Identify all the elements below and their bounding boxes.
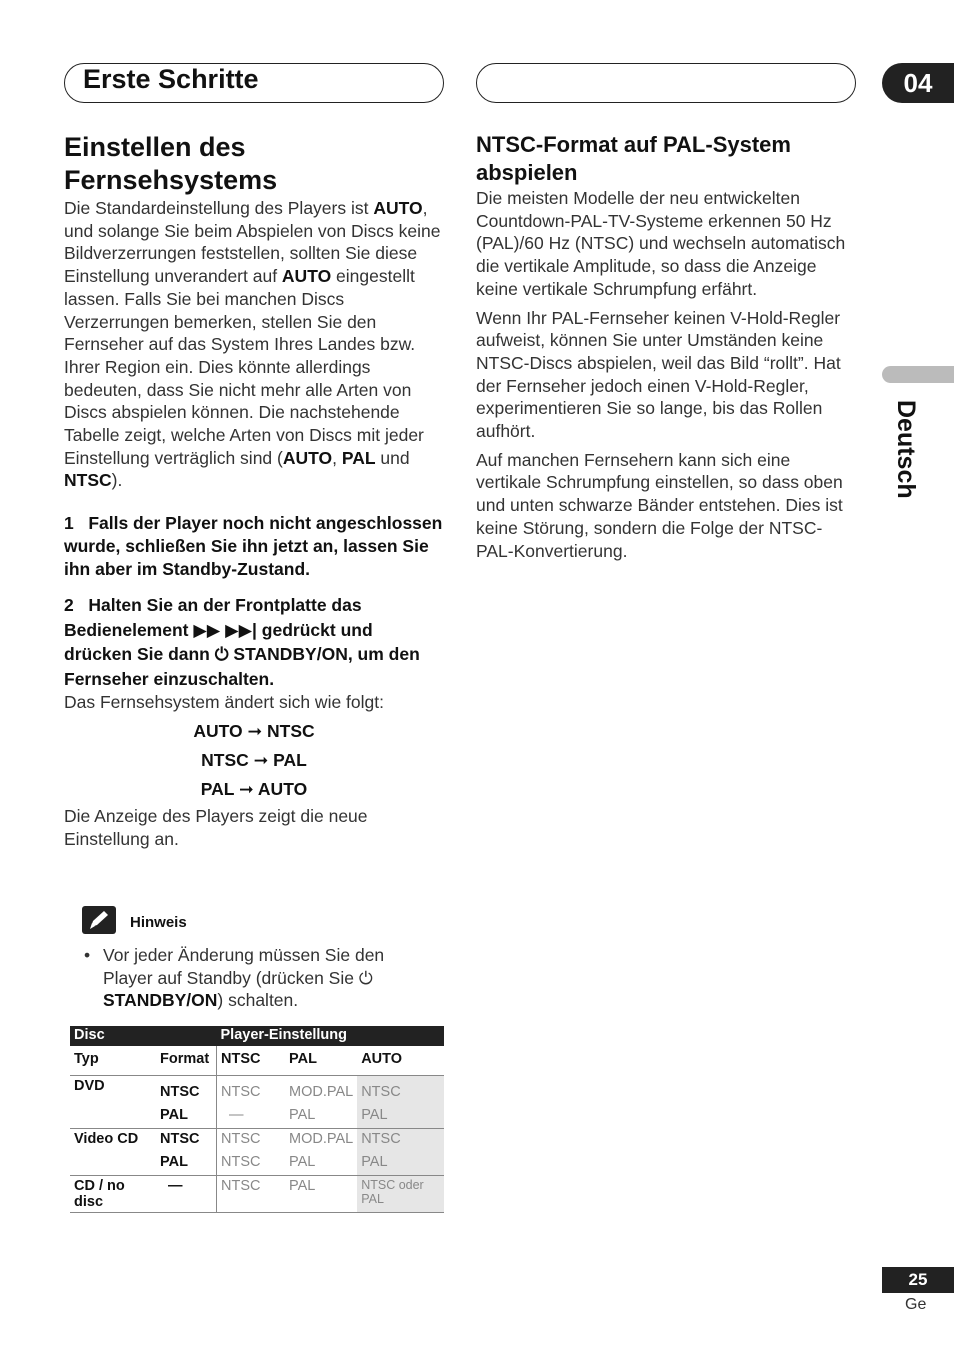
table-header-disc: Disc bbox=[70, 1026, 217, 1046]
language-tab-marker bbox=[882, 366, 954, 383]
sequence-item: PAL ➞ AUTO bbox=[200, 778, 308, 799]
table-subheader-row bbox=[70, 1046, 444, 1076]
step-2: 2 Halten Sie an der Frontplatte das Bedienelement ▶▶ ▶▶| gedrückt und drücken Sie dann ⏻ STANDBY/ON, um den Fernseher einzuschalten. bbox=[64, 595, 420, 689]
page-language-code: Ge bbox=[905, 1296, 927, 1313]
note-pencil-icon bbox=[82, 906, 116, 934]
table-cell: NTSC bbox=[357, 1076, 444, 1106]
table-row bbox=[70, 1105, 444, 1129]
table-cell bbox=[70, 1105, 156, 1129]
table-header-row bbox=[70, 1026, 444, 1046]
table-subheader: PAL bbox=[285, 1046, 357, 1076]
sequence-item: NTSC ➞ PAL bbox=[201, 749, 307, 770]
table-header-player: Player-Einstellung bbox=[217, 1026, 445, 1046]
chapter-number: 04 bbox=[882, 63, 954, 103]
table-row bbox=[70, 1176, 444, 1213]
after-sequence-text: Die Anzeige des Players zeigt die neue Einstellung an. bbox=[64, 805, 368, 849]
table-cell: — bbox=[217, 1105, 286, 1129]
table-cell bbox=[70, 1152, 156, 1176]
table-cell: PAL bbox=[285, 1105, 357, 1129]
table-row bbox=[70, 1129, 444, 1153]
table-cell: PAL bbox=[156, 1152, 217, 1176]
note-text: Vor jeder Änderung müssen Sie den Player auf Standby (drücken Sie ⏻ STANDBY/ON) schalten. bbox=[103, 945, 385, 1011]
table-subheader: AUTO bbox=[357, 1046, 444, 1076]
table-subheader: Format bbox=[156, 1046, 217, 1076]
table-cell: NTSC bbox=[217, 1176, 286, 1213]
table-cell: NTSC oder PAL bbox=[357, 1176, 444, 1213]
mode-sequence bbox=[64, 717, 444, 804]
table-cell: CD / no disc bbox=[70, 1176, 156, 1213]
table-cell: NTSC bbox=[160, 1084, 200, 1100]
note-title: Hinweis bbox=[130, 914, 187, 931]
language-label: Deutsch bbox=[892, 400, 920, 499]
step-1: 1 Falls der Player noch nicht angeschlossen wurde, schließen Sie ihn jetzt an, lassen Sie ihn aber im Standby-Zustand. bbox=[64, 513, 443, 579]
note-bullet bbox=[84, 944, 424, 1012]
language-tab bbox=[872, 400, 932, 540]
table-cell: NTSC bbox=[357, 1129, 444, 1153]
table-cell: — bbox=[156, 1176, 217, 1213]
right-section-title: NTSC-Format auf PAL-System abspielen bbox=[476, 132, 791, 185]
intro-paragraph: Die Standardeinstellung des Players ist AUTO, und solange Sie beim Abspielen von Discs keine Bildverzerrungen feststellen, sollten Sie diese Einstellung unverandert auf AUTO eingestellt lassen. Falls Sie bei manchen Discs Verzerrungen bemerken, stellen Sie den Fernseher auf das System Ihres Landes bzw. Ihrer Region ein. Dies könnte allerdings bedeuten, dass Sie nicht mehr alle Arten von Discs abspielen können. Die nachstehende Tabelle zeigt, welche Arten von Discs mit jeder Einstellung verträglich sind (AUTO, PAL und NTSC). bbox=[64, 198, 441, 491]
compatibility-table bbox=[70, 1026, 444, 1213]
left-column bbox=[64, 131, 444, 850]
bullet-dot: • bbox=[84, 945, 91, 965]
right-paragraph-2: Wenn Ihr PAL-Fernseher keinen V-Hold-Regler aufweist, können Sie unter Umständen keine NTSC-Discs abspielen, weil das Bild “rollt”. Hat der Fernseher jedoch einen V-Hold-Regler, experimentieren Sie so lange, bis das Rollen aufhört. bbox=[476, 307, 841, 442]
table-cell: PAL bbox=[285, 1176, 357, 1213]
table-subheader: NTSC bbox=[217, 1046, 286, 1076]
right-paragraph-1: Die meisten Modelle der neu entwickelten Countdown-PAL-TV-Systeme erkennen 50 Hz (PAL)/60 Hz (NTSC) und wechseln automatisch die vertikale Amplitude, so dass die Anzeige keine vertikale Schrumpfung erfährt. bbox=[476, 188, 846, 299]
table-cell: MOD.PAL bbox=[289, 1131, 354, 1147]
table-cell: DVD bbox=[74, 1078, 105, 1094]
sequence-item: AUTO ➞ NTSC bbox=[193, 720, 315, 741]
section-title: Einstellen des Fernsehsystems bbox=[64, 132, 278, 195]
table-cell: Video CD bbox=[74, 1131, 139, 1147]
chapter-title: Erste Schritte bbox=[83, 64, 259, 94]
page-number: 25 bbox=[882, 1267, 954, 1293]
table-subheader: Typ bbox=[70, 1046, 156, 1076]
table-row bbox=[70, 1076, 444, 1106]
table-row bbox=[70, 1152, 444, 1176]
table-cell: PAL bbox=[357, 1152, 444, 1176]
right-column bbox=[476, 131, 858, 562]
table-cell: PAL bbox=[156, 1105, 217, 1129]
table-cell: NTSC bbox=[217, 1076, 286, 1106]
table-cell: NTSC bbox=[217, 1152, 286, 1176]
right-paragraph-3: Auf manchen Fernsehern kann sich eine vertikale Schrumpfung einstellen, so dass oben und unten schwarze Bänder entstehen. Dies ist keine Störung, sondern die Folge der NTSC-PAL-Konvertierung. bbox=[476, 449, 843, 561]
table-cell: NTSC bbox=[160, 1131, 200, 1147]
step-2-result: Das Fernsehsystem ändert sich wie folgt: bbox=[64, 692, 384, 713]
table-cell: PAL bbox=[357, 1105, 444, 1129]
table-cell: PAL bbox=[285, 1152, 357, 1176]
table-cell: NTSC bbox=[217, 1129, 286, 1153]
header-empty-pill bbox=[476, 63, 856, 103]
table-cell: MOD.PAL bbox=[289, 1084, 354, 1100]
